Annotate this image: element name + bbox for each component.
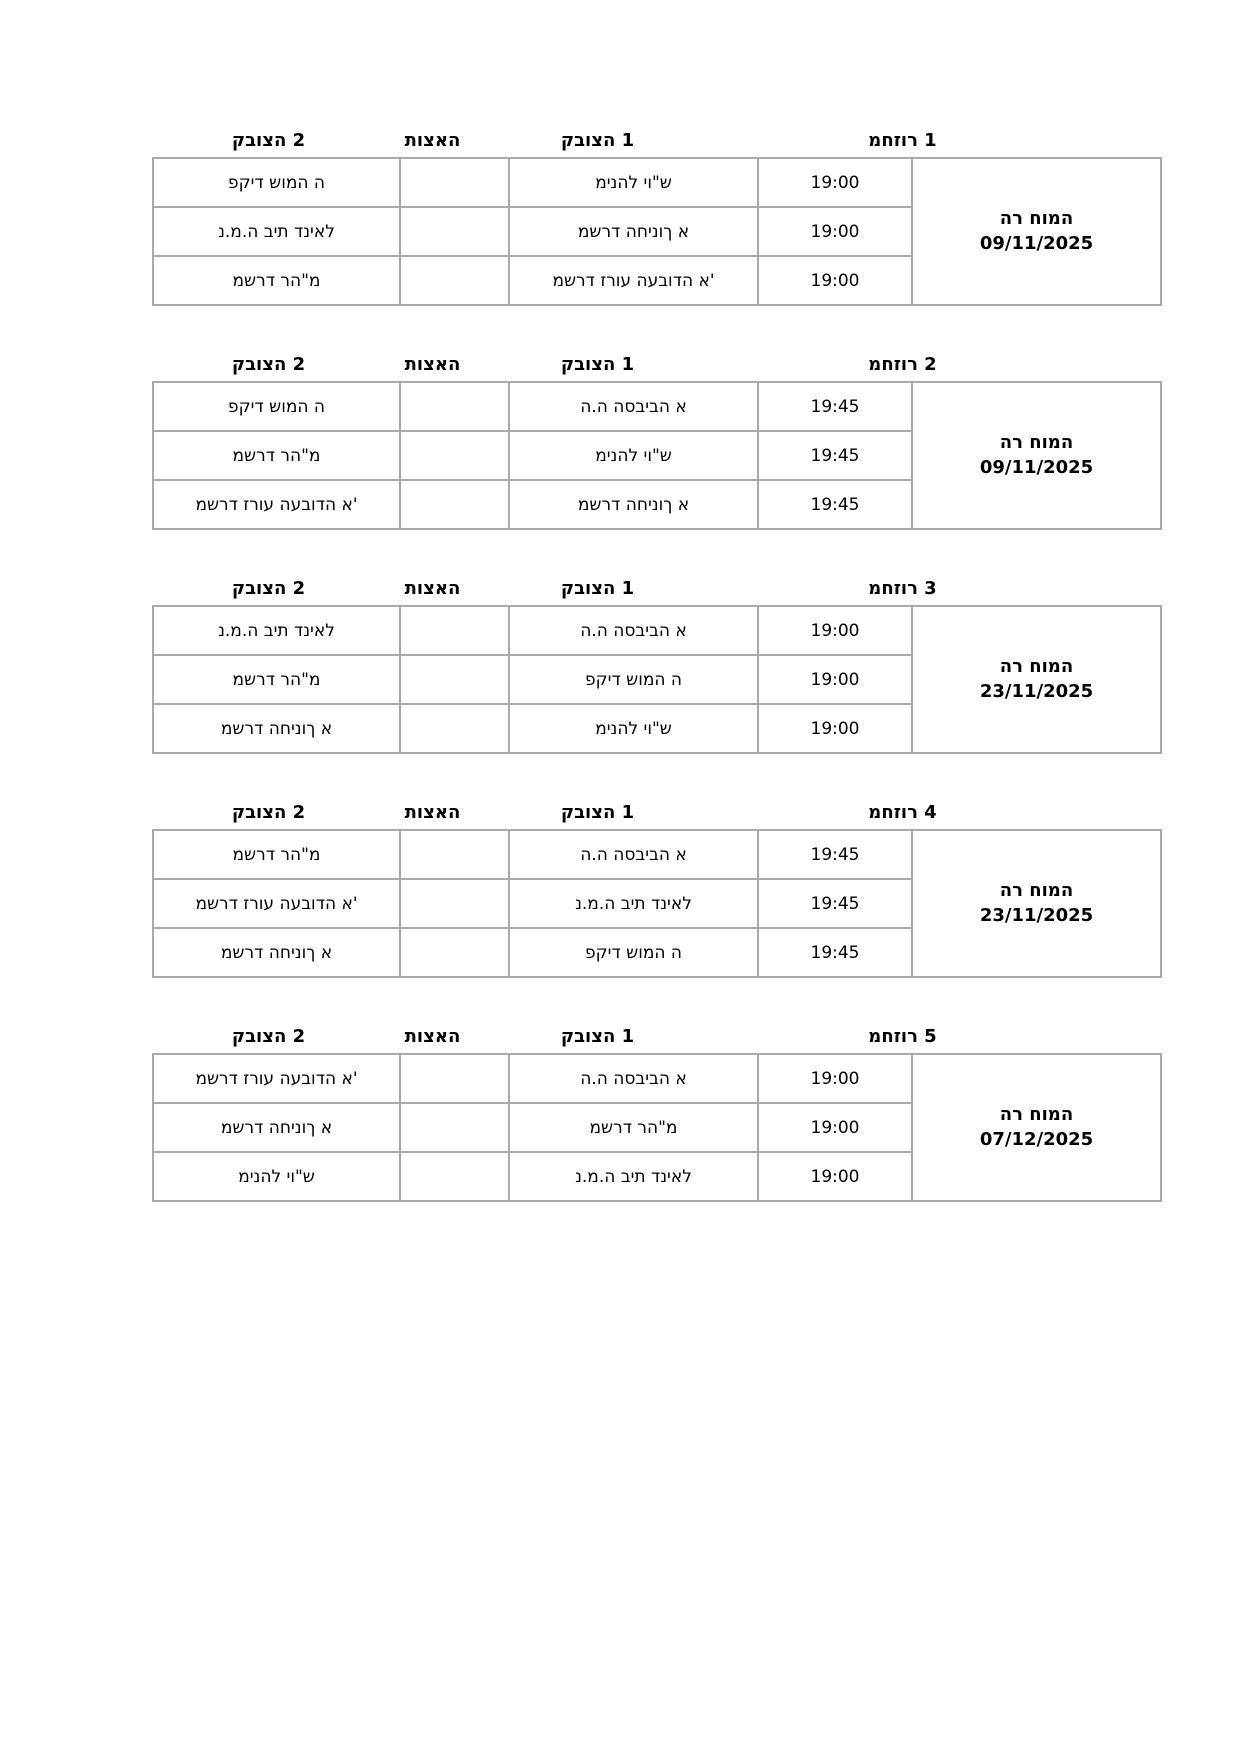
round-block — [152, 576, 1162, 754]
group2-header-label: קבוצה 2 — [231, 1026, 306, 1047]
team2-cell: משרד רה"מ — [153, 256, 400, 305]
group1-header-label: קבוצה 1 — [560, 578, 635, 599]
round-label: מחזור 4 — [868, 802, 937, 823]
time-cell: 19:00 — [758, 1152, 912, 1201]
venue-cell — [912, 1054, 1161, 1201]
result-cell — [400, 830, 509, 879]
team1-cell: ה.ה הסביבה א — [509, 1054, 758, 1103]
team2-cell: משרד רה"מ — [153, 830, 400, 879]
result-cell — [400, 1152, 509, 1201]
time-cell: 19:45 — [758, 480, 912, 529]
venue-cell — [912, 382, 1161, 529]
group1-header-label: קבוצה 1 — [560, 354, 635, 375]
time-cell: 19:00 — [758, 606, 912, 655]
venue-date: 07/12/2025 — [979, 1128, 1094, 1150]
result-cell — [400, 1103, 509, 1152]
team1-cell: פקיד שומה ה — [509, 928, 758, 977]
result-cell — [400, 207, 509, 256]
result-cell — [400, 256, 509, 305]
venue-name: הר חומה — [999, 1104, 1074, 1126]
round-caption-row — [152, 352, 1094, 378]
result-header-label: תוצאה — [404, 354, 461, 375]
team2-cell: מינהל יו"ש — [153, 1152, 400, 1201]
team1-cell: נ.מ.ה בית דניאל — [509, 879, 758, 928]
fixtures-table — [152, 157, 1162, 306]
group2-header-label: קבוצה 2 — [231, 130, 306, 151]
fixtures-table — [152, 605, 1162, 754]
venue-date: 23/11/2025 — [979, 904, 1094, 926]
round-caption-row — [152, 128, 1094, 154]
group2-header-label: קבוצה 2 — [231, 802, 306, 823]
round-label: מחזור 2 — [868, 354, 937, 375]
result-cell — [400, 704, 509, 753]
match-row — [153, 1054, 1161, 1103]
venue-date: 09/11/2025 — [979, 232, 1094, 254]
time-cell: 19:00 — [758, 704, 912, 753]
round-caption-row — [152, 800, 1094, 826]
time-cell: 19:45 — [758, 928, 912, 977]
time-cell: 19:45 — [758, 830, 912, 879]
group1-header-label: קבוצה 1 — [560, 130, 635, 151]
group1-header-label: קבוצה 1 — [560, 1026, 635, 1047]
team1-cell: מינהל יו"ש — [509, 704, 758, 753]
team2-cell: נ.מ.ה בית דניאל — [153, 207, 400, 256]
team1-cell: נ.מ.ה בית דניאל — [509, 1152, 758, 1201]
result-cell — [400, 879, 509, 928]
time-cell: 19:00 — [758, 207, 912, 256]
time-cell: 19:00 — [758, 158, 912, 207]
match-row — [153, 606, 1161, 655]
fixtures-table — [152, 381, 1162, 530]
team1-cell: מינהל יו"ש — [509, 431, 758, 480]
result-cell — [400, 158, 509, 207]
team1-cell: משרד החינוך א — [509, 480, 758, 529]
venue-name: הר חומה — [999, 880, 1074, 902]
group1-header-label: קבוצה 1 — [560, 802, 635, 823]
team1-cell: משרד החינוך א — [509, 207, 758, 256]
time-cell: 19:00 — [758, 1103, 912, 1152]
team1-cell: משרד רה"מ — [509, 1103, 758, 1152]
team2-cell: משרד החינוך א — [153, 928, 400, 977]
match-row — [153, 158, 1161, 207]
time-cell: 19:45 — [758, 431, 912, 480]
result-header-label: תוצאה — [404, 578, 461, 599]
venue-name: הר חומה — [999, 656, 1074, 678]
venue-date: 23/11/2025 — [979, 680, 1094, 702]
team1-cell: ה.ה הסביבה א — [509, 606, 758, 655]
result-header-label: תוצאה — [404, 1026, 461, 1047]
team2-cell: משרד רה"מ — [153, 431, 400, 480]
team1-cell: ה.ה הסביבה א — [509, 830, 758, 879]
team2-cell: משרד זרוע העבודה א' — [153, 879, 400, 928]
team2-cell: משרד החינוך א — [153, 1103, 400, 1152]
time-cell: 19:45 — [758, 879, 912, 928]
result-cell — [400, 1054, 509, 1103]
round-block — [152, 352, 1162, 530]
team1-cell: משרד זרוע העבודה א' — [509, 256, 758, 305]
team2-cell: משרד זרוע העבודה א' — [153, 1054, 400, 1103]
team2-cell: פקיד שומה ה — [153, 158, 400, 207]
round-block — [152, 1024, 1162, 1202]
team1-cell: מינהל יו"ש — [509, 158, 758, 207]
team2-cell: נ.מ.ה בית דניאל — [153, 606, 400, 655]
team2-cell: משרד רה"מ — [153, 655, 400, 704]
time-cell: 19:45 — [758, 382, 912, 431]
result-cell — [400, 382, 509, 431]
result-header-label: תוצאה — [404, 802, 461, 823]
result-cell — [400, 480, 509, 529]
round-label: מחזור 5 — [868, 1026, 937, 1047]
team1-cell: פקיד שומה ה — [509, 655, 758, 704]
venue-cell — [912, 606, 1161, 753]
round-label: מחזור 3 — [868, 578, 937, 599]
round-caption-row — [152, 576, 1094, 602]
result-cell — [400, 928, 509, 977]
time-cell: 19:00 — [758, 1054, 912, 1103]
team2-cell: משרד זרוע העבודה א' — [153, 480, 400, 529]
result-cell — [400, 606, 509, 655]
match-row — [153, 830, 1161, 879]
fixtures-table — [152, 829, 1162, 978]
time-cell: 19:00 — [758, 256, 912, 305]
round-block — [152, 128, 1162, 306]
group2-header-label: קבוצה 2 — [231, 354, 306, 375]
venue-name: הר חומה — [999, 208, 1074, 230]
result-cell — [400, 655, 509, 704]
venue-cell — [912, 830, 1161, 977]
round-block — [152, 800, 1162, 978]
team2-cell: משרד החינוך א — [153, 704, 400, 753]
fixtures-document — [152, 128, 1162, 1248]
match-row — [153, 382, 1161, 431]
round-caption-row — [152, 1024, 1094, 1050]
venue-name: הר חומה — [999, 432, 1074, 454]
round-label: מחזור 1 — [868, 130, 937, 151]
group2-header-label: קבוצה 2 — [231, 578, 306, 599]
venue-date: 09/11/2025 — [979, 456, 1094, 478]
result-cell — [400, 431, 509, 480]
venue-cell — [912, 158, 1161, 305]
time-cell: 19:00 — [758, 655, 912, 704]
team2-cell: פקיד שומה ה — [153, 382, 400, 431]
result-header-label: תוצאה — [404, 130, 461, 151]
fixtures-table — [152, 1053, 1162, 1202]
team1-cell: ה.ה הסביבה א — [509, 382, 758, 431]
